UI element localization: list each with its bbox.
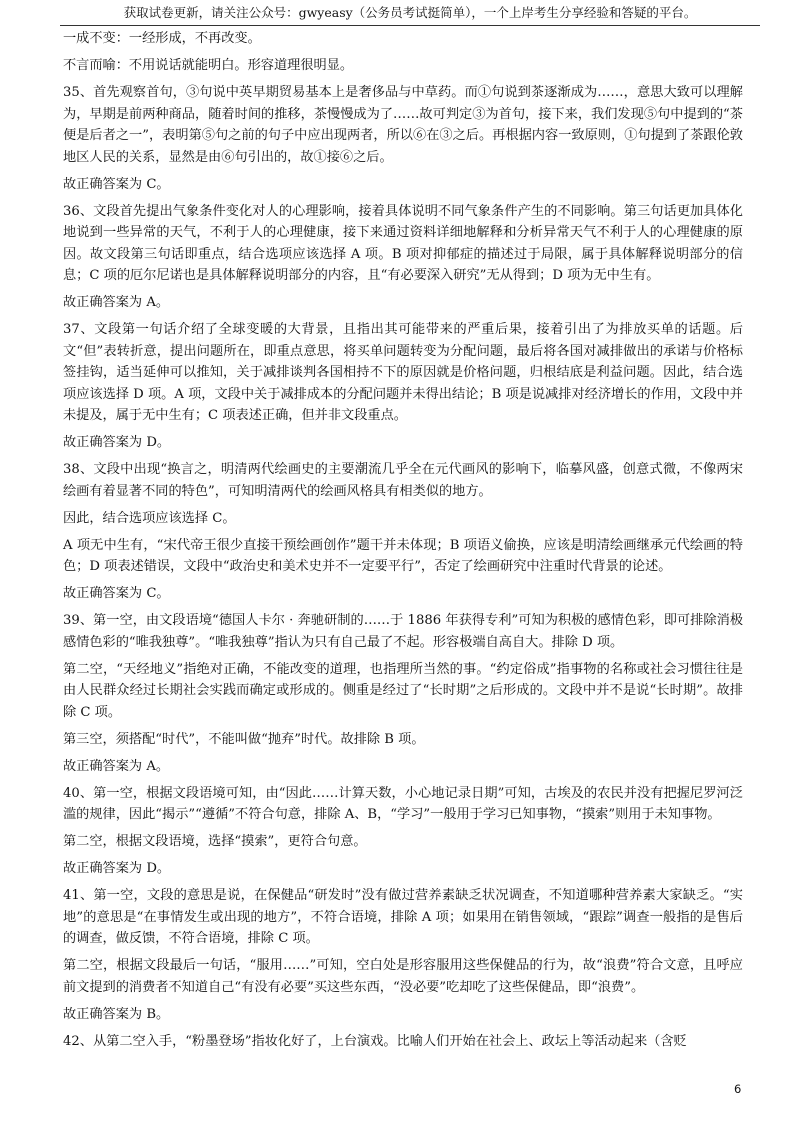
paragraph: 第二空，根据文段最后一句话，“服用……”可知，空白处是形容服用这些保健品的行为，故“浪费”符合文意，且呼应前文提到的消费者不知道自己“有没有必要”买这些东西，“没必要”吃却吃了这些保健品，即“浪费”。 (63, 958, 743, 995)
paragraph: A 项无中生有，“宋代帝王很少直接干预绘画创作”题干并未体现；B 项语义偷换，应该是明清绘画继承元代绘画的特色；D 项表述错误，文段中“政治史和美术史并不一定要平行”，否定了绘画研究中注重时代背景的论述。 (63, 537, 743, 574)
paragraph: 第三空，须搭配“时代”，不能叫做“抛弃”时代。故排除 B 项。 (63, 731, 425, 747)
header-divider (60, 25, 760, 26)
paragraph: 38、文段中出现“换言之，明清两代绘画史的主要潮流几乎全在元代画风的影响下，临摹风盛，创意式微，不像两宋绘画有着显著不同的特色”，可知明清两代的绘画风格具有相类似的地方。 (63, 462, 743, 499)
paragraph: 第二空，根据文段语境，选择“摸索”，更符合句意。 (63, 834, 367, 849)
paragraph: 因此，结合选项应该选择 C。 (63, 510, 236, 526)
answer-line: 故正确答案为 A。 (63, 295, 170, 310)
paragraph: 35、首先观察首句，③句说中英早期贸易基本上是奢侈品与中草药。而①句说到茶逐渐成为……，意思大致可以理解为，早期是前两种商品，随着时间的推移，茶慢慢成为了……故可判定③为首句，接下来，我们发现⑤句中提到的“茶便是后者之一”，表明第⑤句之前的句子中应出现两者，所以⑥在③之后。再根据内容一致原则，①句提到了茶跟伦敦地区人民的关系，显然是由⑥句引出的，故①接⑥之后。 (63, 85, 743, 165)
answer-line: 故正确答案为 D。 (63, 435, 171, 450)
answer-line: 故正确答案为 A。 (63, 758, 170, 774)
paragraph: 37、文段第一句话介绍了全球变暖的大背景，且指出其可能带来的严重后果，接着引出了为排放买单的话题。后文“但”表转折意，提出问题所在，即重点意思，将买单问题转变为分配问题，最后将各国对减排做出的承诺与价格标签挂钩，适当延伸可以推知，关于减排谈判各国相持不下的原因就是价格问题，归根结底是利益问题。因此，结合选项应该选择 D 项。A 项，文段中关于减排成本的分配问题并未得出结论；B 项是说减排对经济增长的作用，文段中并未提及，属于无中生有；C 项表述正确，但并非文段重点。 (63, 322, 743, 423)
paragraph: 40、第一空，根据文段语境可知，由“因此……计算天数，小心地记录日期”可知，古埃及的农民并没有把握尼罗河泛滥的规律，因此“揭示”“遵循”不符合句意，排除 A、B，“学习”一般用于学习已知事物，“摸索”则用于未知事物。 (63, 785, 743, 822)
answer-line: 故正确答案为 C。 (63, 586, 170, 601)
page-number: 6 (734, 1082, 742, 1096)
page-header: 获取试卷更新，请关注公众号：gwyeasy（公务员考试挺简单），一个上岸考生分享经验和答疑的平台。 (123, 5, 697, 20)
paragraph: 一成不变：一经形成，不再改变。 (63, 31, 261, 46)
paragraph: 第二空，“天经地义”指绝对正确，不能改变的道理，也指理所当然的事。“约定俗成”指事物的名称或社会习惯往往是由人民群众经过长期社会实践而确定或形成的。侧重是经过了“长时期”之后形成的。文段中并不是说“长时期”。故排除 C 项。 (63, 661, 743, 720)
answer-line: 故正确答案为 D。 (63, 861, 171, 876)
paragraph: 42、从第二空入手，“粉墨登场”指妆化好了，上台演戏。比喻人们开始在社会上、政坛上等活动起来（含贬 (63, 1033, 687, 1049)
paragraph: 不言而喻：不用说话就能明白。形容道理很明显。 (63, 58, 354, 73)
paragraph: 39、第一空，由文段语境“德国人卡尔 · 奔驰研制的……于 1886 年获得专利”可知为积极的感情色彩，即可排除消极感情色彩的“唯我独尊”。“唯我独尊”指认为只有自己最了不起。形容极端自高自大。排除 D 项。 (63, 613, 743, 650)
answer-line: 故正确答案为 B。 (63, 1006, 170, 1022)
answer-explanations (63, 28, 743, 1058)
paragraph: 41、第一空，文段的意思是说，在保健品“研发时”没有做过营养素缺乏状况调查，不知道哪种营养素大家缺乏。“实地”的意思是“在事情发生或出现的地方”，不符合语境，排除 A 项；如果用在销售领域，“跟踪”调查一般指的是售后的调查，做反馈，不符合语境，排除 C 项。 (63, 888, 743, 946)
paragraph: 36、文段首先提出气象条件变化对人的心理影响，接着具体说明不同气象条件产生的不同影响。第三句话更加具体化地说到一些异常的天气，不利于人的心理健康，接下来通过资料详细地解释和分析异常天气不利于人的心理健康的原因。故文段第三句话即重点，结合选项应该选择 A 项。B 项对抑郁症的描述过于局限，属于具体解释说明部分的信息；C 项的厄尔尼诺也是具体解释说明部分的内容，且“有必要深入研究”无从得到；D 项为无中生有。 (63, 203, 743, 283)
answer-line: 故正确答案为 C。 (63, 176, 170, 192)
